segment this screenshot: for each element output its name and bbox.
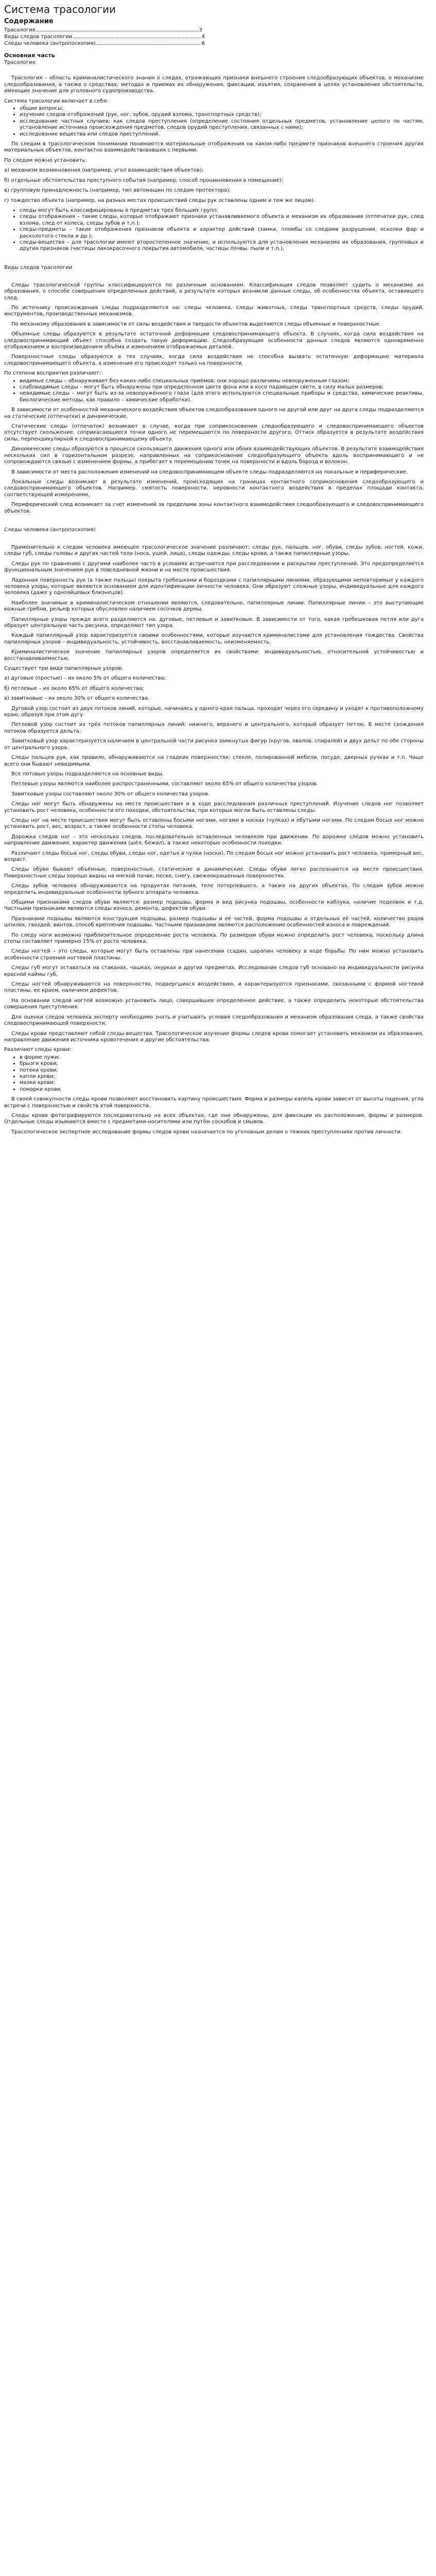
list-item: • капли крови; — [20, 1074, 424, 1080]
list-item: • помарки крови. — [20, 1087, 424, 1093]
list-item: • изучение следов-отображений (рук, ног, зубов, орудий взлома, транспортных средств); — [20, 112, 424, 118]
toc-entry-page: 4 — [201, 34, 205, 40]
paragraph: По степени восприятия различают: — [4, 370, 101, 377]
main-subheading: Трасология — [4, 60, 36, 65]
paragraph: По следам можно установить: — [4, 157, 87, 163]
list-item: • невидимые следы – могут быть из-за невооружённого глаза (для этого используются специальные приборы и средства, химические реактивы, биологические методы, как правило – химические обработки). — [20, 391, 424, 403]
paragraph: В зависимости от особенностей механического воздействия объектов следообразования одного на другой или друг на друга следы подразделяются на статические (отпечатки) и динамические. — [4, 407, 424, 419]
paragraph: Следы рук по сравнению с другими наиболее часто в условиях встречаются при расследовании и раскрытии преступлений. Это предопределяется функциональным значением рук в повседневной жизни и на месте происшествия. — [4, 561, 424, 573]
paragraph: Различают следы крови: — [4, 1047, 72, 1053]
paragraph: б) петлевые – их около 65% от общего количества; — [4, 685, 144, 691]
paragraph: Локальные следы возникают в результате изменений, происходящих на границах контактного соприкосновения следообразующего и следовоспринимающего объектов. Например, смятость поверхности, неровности контактного воздействия в пределах площади контакта, соответствующей измерениям. — [4, 479, 424, 498]
paragraph: Статические следы (отпечаток) возникают в случае, когда при соприкосновении следообразующего и следовоспринимающего объектов отсутствует скольжение, соприкасающиеся точки одного не перемещаются по поверхности другого. Оттиск образуется в результате воздействия силы, перпендикулярной к следовоспринимающему объекту. — [4, 423, 424, 442]
list-item: • брызги крови; — [20, 1061, 424, 1067]
toc-entry-page: 3 — [199, 27, 202, 33]
paragraph: В зависимости от места расположения изменений на следовоспринимающем объекте следы подразделяются на локальные и периферические. — [11, 469, 408, 475]
paragraph: Петлевой узор состоит из трёх потоков папиллярных линий: нижнего, верхнего и центрального, который образует петлю. В месте схождения потоков образуется дельта. — [4, 722, 424, 734]
paragraph: Объемные следы образуются в результате остаточной деформации следовоспринимающего объекта. В случаях, когда сила воздействия на следовоспринимающий объект способна создать такую деформацию. Следообразующие особенности данных следов являются одновременно отображением и воспроизведением объёма и изменением отображаемых деталей. — [4, 331, 424, 350]
paragraph: Следы крови фотографируются последовательно на всех объектах, где они обнаружены, для фиксации их расположения, формы и размеров. Отдельные следы изымаются вместе с предметами-носителями или путём соскобов и смывов. — [4, 1112, 424, 1125]
toc-heading: Содержание — [4, 18, 54, 25]
paragraph: Трасологическое экспертное исследование формы следов крови назначается по уголовным делам о тяжких преступлениях против личности. — [11, 1129, 403, 1135]
paragraph: Существует три вида папиллярных узоров: — [4, 666, 123, 672]
toc-entry-page: 6 — [201, 41, 205, 46]
list-item: • в форме лужи; — [20, 1055, 424, 1061]
toc-entry-label: Следы человека (антропоскопия) — [4, 41, 96, 46]
paragraph: Следы крови представляют собой следы-вещества. Трасологическое изучение формы следов крови помогает установить механизм их образования, направление движения источника кровотечения и другие обстоятельства. — [4, 1030, 424, 1043]
paragraph: Завитковые узоры составляют около 30% от общего количества узоров. — [11, 791, 210, 797]
toc-entry-label: Трасология — [4, 27, 36, 33]
paragraph: Признаками подошвы являются конструкция подошвы, размер подошвы и её частей, форма подошвы и отдельных её частей, количество рядов шпилек, гвоздей, винтов, способ крепления подошвы. Частными признаками являются расположение особенностей износа и повреждений. — [4, 916, 424, 928]
list-item: • следы-вещества – для трасологии имеют второстепенное значение, и используются для установления механизма их образования, групповых и других признаков (частицы лакокрасочного покрытия автомобиля, частицы почвы, пыли и т.п.). — [20, 240, 424, 252]
paragraph: На основании следов ногтей возможно установить лицо, совершившее определенное действие, а также определить некоторые обстоятельства совершения преступления. — [4, 997, 424, 1010]
paragraph: г) тождество объекта (например, на разных местах происшествий следы рук оставлены одним и тем же лицом). — [4, 197, 316, 204]
paragraph: Папиллярные узоры прежде всего разделяются на: дуговые, петлевые и завитковые. В зависимости от того, какая гребешковая петля или дуга образует центральную часть рисунка, определяют тип узора. — [4, 616, 424, 629]
paragraph: Следы ног могут быть обнаружены на месте происшествия и в ходе расследования различных преступлений. Изучение следов ног позволяет установить рост человека, особенности его походки, обстоятельства, при которых могли быть оставлены следы. — [4, 801, 424, 814]
paragraph: Дуговой узор состоит из двух потоков линий, которые, начинаясь у одного края пальца, проходят через его середину и уходят к противоположному краю, образуя при этом дугу. — [4, 705, 424, 718]
paragraph: Следы зубов человека обнаруживаются на продуктах питания, теле потерпевшего, а также на других объектах. По следам зубов можно определить индивидуальные особенности зубного аппарата человека. — [4, 883, 424, 895]
paragraph: Следы ногтей – это следы, которые могут быть оставлены при нанесении ссадин, царапин человеку в ходе борьбы. По ним можно установить особенности строения ногтевой пластины. — [4, 948, 424, 961]
list-item: • следы-предметы – такие отображения признаков объекта и характер действий (замки, пломбы со следами разрушения, осколки фар и расколотого стекла и др.); — [20, 227, 424, 240]
paragraph: Для оценки следов человека эксперту необходимо знать и учитывать условия следообразования и механизм образования следа, а также свойства следовоспринимающей поверхности. — [4, 1014, 424, 1027]
paragraph: а) дуговые (простые) – их около 5% от общего количества; — [4, 675, 166, 682]
paragraph: Следы обуви бывают объёмные, поверхностные, статические и динамические. Следы обуви легко распознаются на месте происшествия. Поверхностные следы хорошо видны на мягкой почве, песке, снегу, свежеокрашенных поверхностях. — [4, 867, 424, 879]
toc-entry[interactable] — [4, 40, 205, 47]
section-title: Виды следов трасологии — [4, 264, 73, 270]
paragraph: Применительно к следам человека имеющее трасологическое значение различают: следы рук, пальцев, ног, обуви, следы зубов, ногтей, кожи, следы губ, следы головы и других частей тела (носа, ушей, лица), следы одежды, следы крови, а также папиллярные узоры. — [4, 544, 424, 557]
paragraph: Следы ногтей обнаруживаются на поверхностях, подвергшихся воздействию, и характеризуются признаками, связанными с формой ногтевой пластины, ее краем, наличием дефектов. — [4, 981, 424, 994]
paragraph: Поверхностные следы образуются в тех случаях, когда сила воздействия не способна вызвать остаточную деформацию материала следовоспринимающего объекта, а изменения его происходят только на поверхности. — [4, 354, 424, 366]
paragraph: По следам в трасологическом понимании понимаются материальные отображения на каком-либо предмете признаков внешнего строения других материальных объектов, контактно взаимодействовавших с первыми. — [4, 141, 424, 154]
paragraph: Наиболее значимые в криминалистическом отношении являются, следовательно, папиллярные линии. Папиллярные линии – это выступающие кожные гребни, рельеф которых обусловлен наличием сосочков дермы. — [4, 600, 424, 613]
list-item: • мазки крови; — [20, 1080, 424, 1086]
system-list — [4, 106, 424, 138]
paragraph: Трасология – область криминалистического знания о следах, отражающих признаки внешнего строения следообразующих объектов, о механизме следообразования, а также о средствах, методах и приемах их обнаружения, фиксации, изъятия, сохранения в целях установления обстоятельств, имеющих значение для уголовного судопроизводства. — [4, 75, 424, 94]
list-item: • общие вопросы; — [20, 106, 424, 112]
paragraph: Следы пальцев рук, как правило, обнаруживаются на гладких поверхностях: стекле, полированной мебели, посуде, дверных ручках и т.п. Чаще всего они бывают невидимыми. — [4, 755, 424, 767]
toc-leader — [97, 44, 201, 45]
perception-list — [4, 378, 424, 404]
main-heading: Основная часть — [4, 52, 55, 59]
list-item: • исследование частных случаев: как следов преступления (определение состояния отдельных предметов, установление целого по частям, установление источника происхождения предметов, следов орудий преступления, связанных с ними); — [20, 118, 424, 131]
paragraph: В своей совокупности следы крови позволяют восстановить картину происшествия. Форма и размеры капель крови зависят от высоты падения, угла встречи с поверхностью и свойств этой поверхности. — [4, 1096, 424, 1109]
toc-entry[interactable] — [4, 27, 202, 33]
paragraph: Динамические следы образуются в процессе скользящего движения одного или обоих взаимодействующих объектов. В результате взаимодействия нескольких сил в горизонтальном разрезе, направленных на соприкосновение следообразующего объекта вдоль воспринимающего и не сопровождаются связью с изменением формы, а прибегает к перемещению точек на поверхности и вдоль борозд и волокон. — [4, 446, 424, 465]
list-item: • слабовидимые следы – могут быть обнаружены при определенном цвете фона или в косо падающем свете, в силу малых размеров; — [20, 384, 424, 391]
toc-entry-label: Виды следов трасологии — [4, 34, 73, 40]
list-item: • потеки крови; — [20, 1067, 424, 1074]
paragraph: Следы губ могут оставаться на стаканах, чашках, окурках и других предметах. Исследование следов губ основано на индивидуальности рисунка красной каймы губ. — [4, 965, 424, 977]
paragraph: Дорожка следов ног – это несколько следов, последовательно оставленных человеком при движении. По дорожке следов можно установить направление движения, характер движения (шёл, бежал), а также некоторые особенности походки. — [4, 834, 424, 846]
list-item: • следы отображения – такие следы, которые отображают признаки устанавливаемого объекта и механизм их образования (отпечатки рук, след взлома, след от колеса, следы зубов и т.п.); — [20, 214, 424, 227]
paragraph: а) механизм возникновения (например, угол взаимодействия объектов); — [4, 167, 204, 174]
paragraph: Петлевые узоры являются наиболее распространенными, составляют около 65% от общего количества узоров. — [11, 781, 318, 787]
toc-entry[interactable] — [4, 33, 205, 40]
paragraph: Криминалистическое значение папиллярных узоров определяется их свойствами: индивидуальностью, относительной устойчивостью и восстанавливаемостью. — [4, 649, 424, 662]
paragraph: Ладонная поверхность рук (а также пальцы) покрыта гребешками и бороздками с папиллярными линиями, образующими неповторимые у каждого человека узоры, которые являются основанием для идентификации личности человека. Они образуют сложные узоры, индивидуальные для каждого человека (даже у однояйцевых близнецов). — [4, 577, 424, 596]
paragraph: Периферический след возникает за счет изменений за пределами зоны контактного взаимодействия следообразующего и следовоспринимающего объектов. — [4, 502, 424, 514]
paragraph: По следу ноги возможно приблизительное определение роста человека. По размерам обуви можно определить рост человека, поскольку длина стопы составляет примерно 15% от роста человека. — [4, 932, 424, 945]
document-title: Система трасологии — [4, 3, 116, 15]
paragraph: Завитковый узор характеризуется наличием в центральной части рисунка замкнутых фигур (кругов, овалов, спиралей) и двух дельт по обе стороны от центрального узора. — [4, 738, 424, 751]
paragraph: Общими признаками следов обуви являются: размер подошвы, форма и вид рисунка подошвы, особенности каблука, наличие подковок и т.д. Частными признаками являются следы износа, ремонта, дефектов обуви. — [4, 900, 424, 912]
paragraph: Все потовые узоры подразделяются на основные виды. — [11, 771, 164, 777]
list-item: • видимые следы – обнаруживает без каких-либо специальных приёмов; они хорошо различимы невооруженным глазом; — [20, 378, 424, 384]
paragraph: Следы трасологической группы классифицируются по различным основаниям. Классификация следов позволяет судить о механизме их образования, о способе совершения определенных действий, а результате которых возникли данные следы, об особенностях объекта, оставившего след. — [4, 282, 424, 301]
paragraph: Различают следы босых ног, следы обуви, следы ног, одетых в чулки (носки). По следам босых ног можно установить рост человека, примерный вес, возраст. — [4, 850, 424, 862]
paragraph: Система трасологии включает в себя: — [4, 98, 108, 104]
paragraph: в) групповую принадлежность (например, тип автомашин по следам протектора); — [4, 188, 231, 194]
traces-list — [4, 208, 424, 252]
list-item: • следы могут быть классифицированы в предметах трех больших групп: — [20, 208, 424, 214]
paragraph: По источнику происхождения следы подразделяются на: следы человека, следы животных, следы транспортных средств, следы орудий, инструментов, производственных механизмов. — [4, 304, 424, 317]
section-title: Следы человека (антропоскопия) — [4, 527, 96, 533]
paragraph: По механизму образования в зависимости от силы воздействия и твердости объектов выделяются следы объемные и поверхностные. — [11, 321, 381, 327]
document — [0, 0, 428, 1143]
list-item: • исследование вещества или следов преступлений. — [20, 131, 424, 138]
paragraph: Каждый папиллярный узор характеризуется своими особенностями, которые изучаются криминалистами для установления тождества. Свойства папиллярных узоров – индивидуальность, устойчивость, восстанавливаемость, неизменяемость. — [4, 633, 424, 645]
paragraph: в) завитковые – их около 30% от общего количества. — [4, 696, 150, 702]
paragraph: б) отдельные обстоятельства преступного события (например, способ проникновения в помещение); — [4, 177, 283, 183]
blood-list — [4, 1055, 424, 1093]
paragraph: Следы ног на месте происшествия могут быть оставлены босыми ногами, ногами в носках (чулках) и обутыми ногами. По следам босых ног можно установить рост, вес, возраст, а также особенности стопы человека. — [4, 817, 424, 830]
